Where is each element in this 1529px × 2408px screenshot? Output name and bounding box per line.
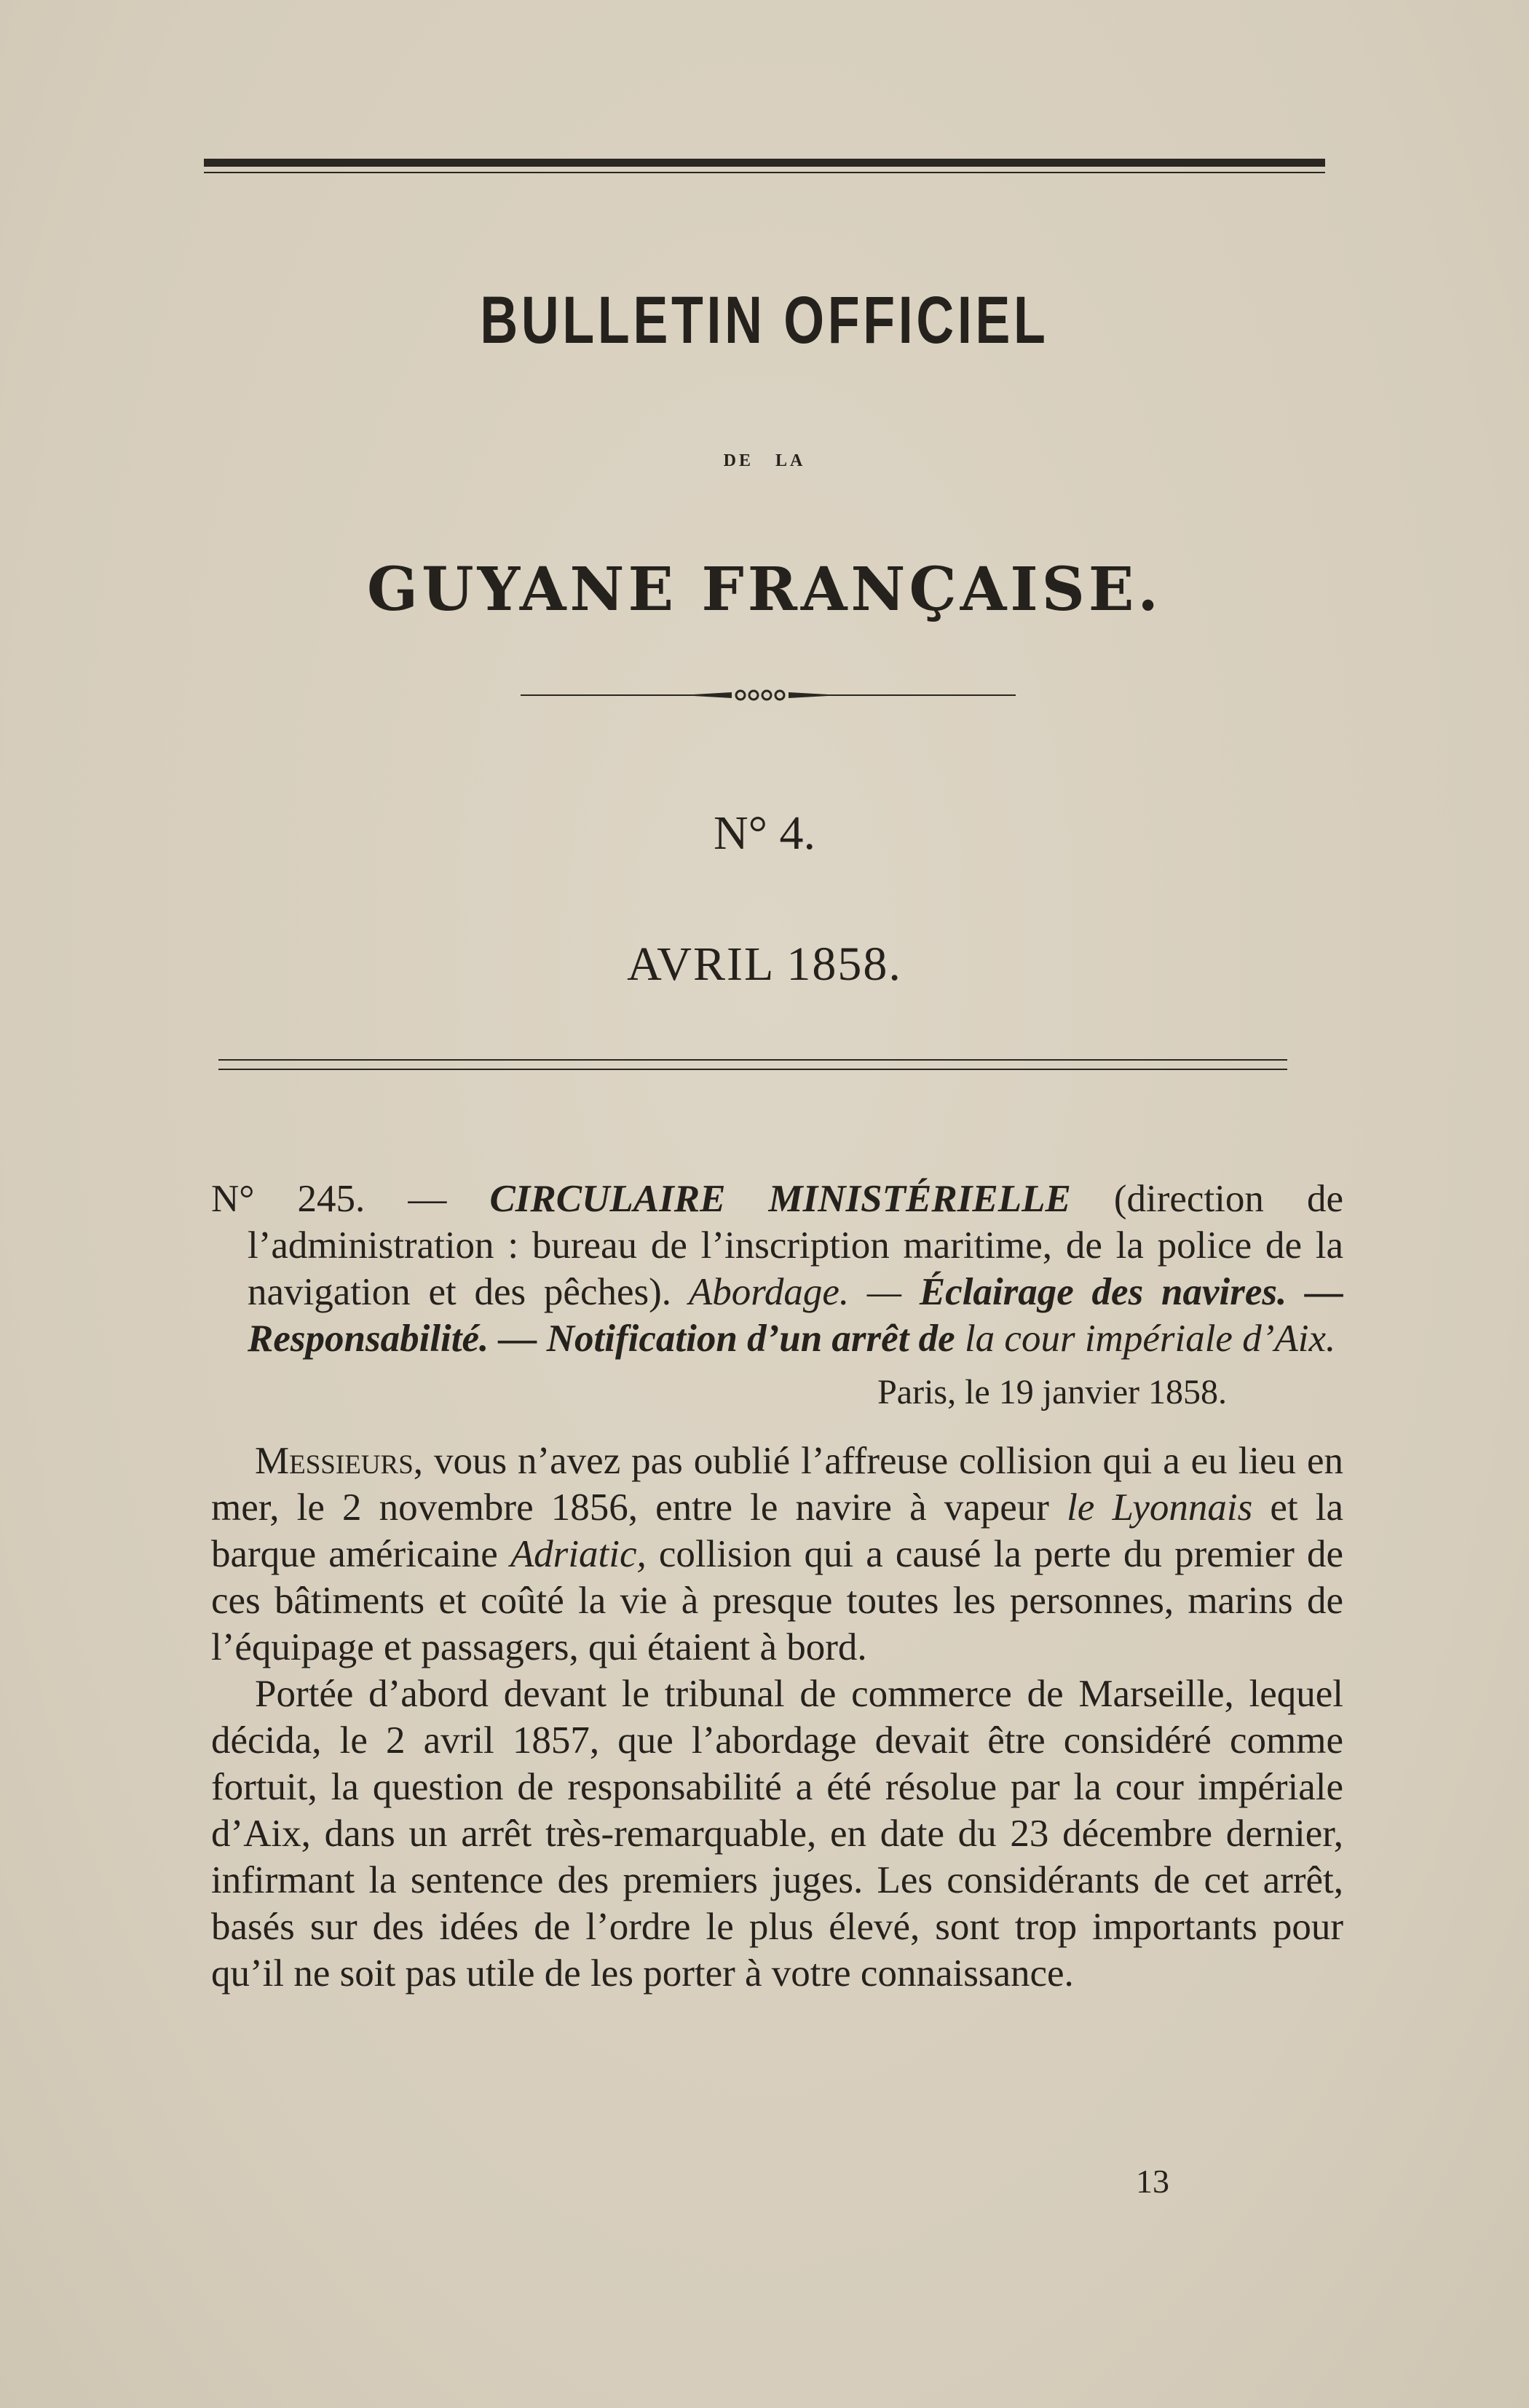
heading-court: la cour impériale d’Aix.	[955, 1318, 1336, 1360]
heading-direction: (direction de l’administration : bureau de l’inscription maritime, de la police de la navigation et des pêches).	[248, 1178, 1343, 1313]
colony-title: GUYANE FRANÇAISE.	[367, 555, 1162, 625]
paragraph-2: Portée d’abord devant le tribunal de commerce de Marseille, lequel décida, le 2 avril 1857, que l’abordage devait être considéré comme fortuit, la question de responsabilité a été résolue par la cour impériale d’Aix, dans un arrêt très-remarquable, en date du 23 décembre dernier, infirmant la sentence des premiers juges. Les considérants de cet arrêt, basés sur des idées de l’ordre le plus élevé, sont trop importants pour qu’il ne soit pas utile de les porter à votre connaissance.	[211, 1673, 1343, 1995]
folio-mark: 13	[1136, 2163, 1169, 2200]
section-rule-2	[218, 1069, 1287, 1070]
ship-name-1: le Lyonnais	[1067, 1486, 1253, 1529]
place-date: Paris, le 19 janvier 1858.	[877, 1373, 1227, 1411]
top-thick-rule	[204, 159, 1325, 167]
top-thin-rule	[204, 172, 1325, 173]
section-rule-1	[218, 1059, 1287, 1061]
article-heading	[211, 1176, 1343, 1362]
heading-abordage: Abordage. —	[671, 1271, 902, 1313]
article-body	[211, 1176, 1343, 1997]
heading-subjects: Éclairage des navires. — Responsabilité. — Notification d’un arrêt de	[248, 1271, 1343, 1360]
ornament-divider	[521, 684, 1016, 706]
article-number: N° 245. —	[211, 1178, 447, 1220]
issue-date: AVRIL 1858.	[627, 938, 902, 991]
salutation: Messieurs	[255, 1440, 414, 1482]
paragraph-1-part-c: collision qui a causé la perte du premier de ces bâtiments et coûté la vie à presque toutes les personnes, marins de l’équipage et passagers, qui étaient à bord.	[211, 1533, 1343, 1668]
title-connector: DE LA	[723, 451, 806, 470]
paragraph-1-part-a: , vous n’avez pas oublié l’affreuse collision qui a eu lieu en mer, le 2 novembre 1856, entre le navire à vapeur	[211, 1440, 1343, 1529]
bulletin-title: BULLETIN OFFICIEL	[480, 283, 1049, 357]
paragraph-1	[211, 1438, 1343, 1671]
issue-number: N° 4.	[713, 807, 816, 860]
paragraph-1-part-b: et la barque américaine	[211, 1486, 1343, 1575]
heading-circular-title: CIRCULAIRE MINISTÉRIELLE	[489, 1178, 1071, 1220]
ship-name-2: Adriatic,	[510, 1533, 647, 1575]
